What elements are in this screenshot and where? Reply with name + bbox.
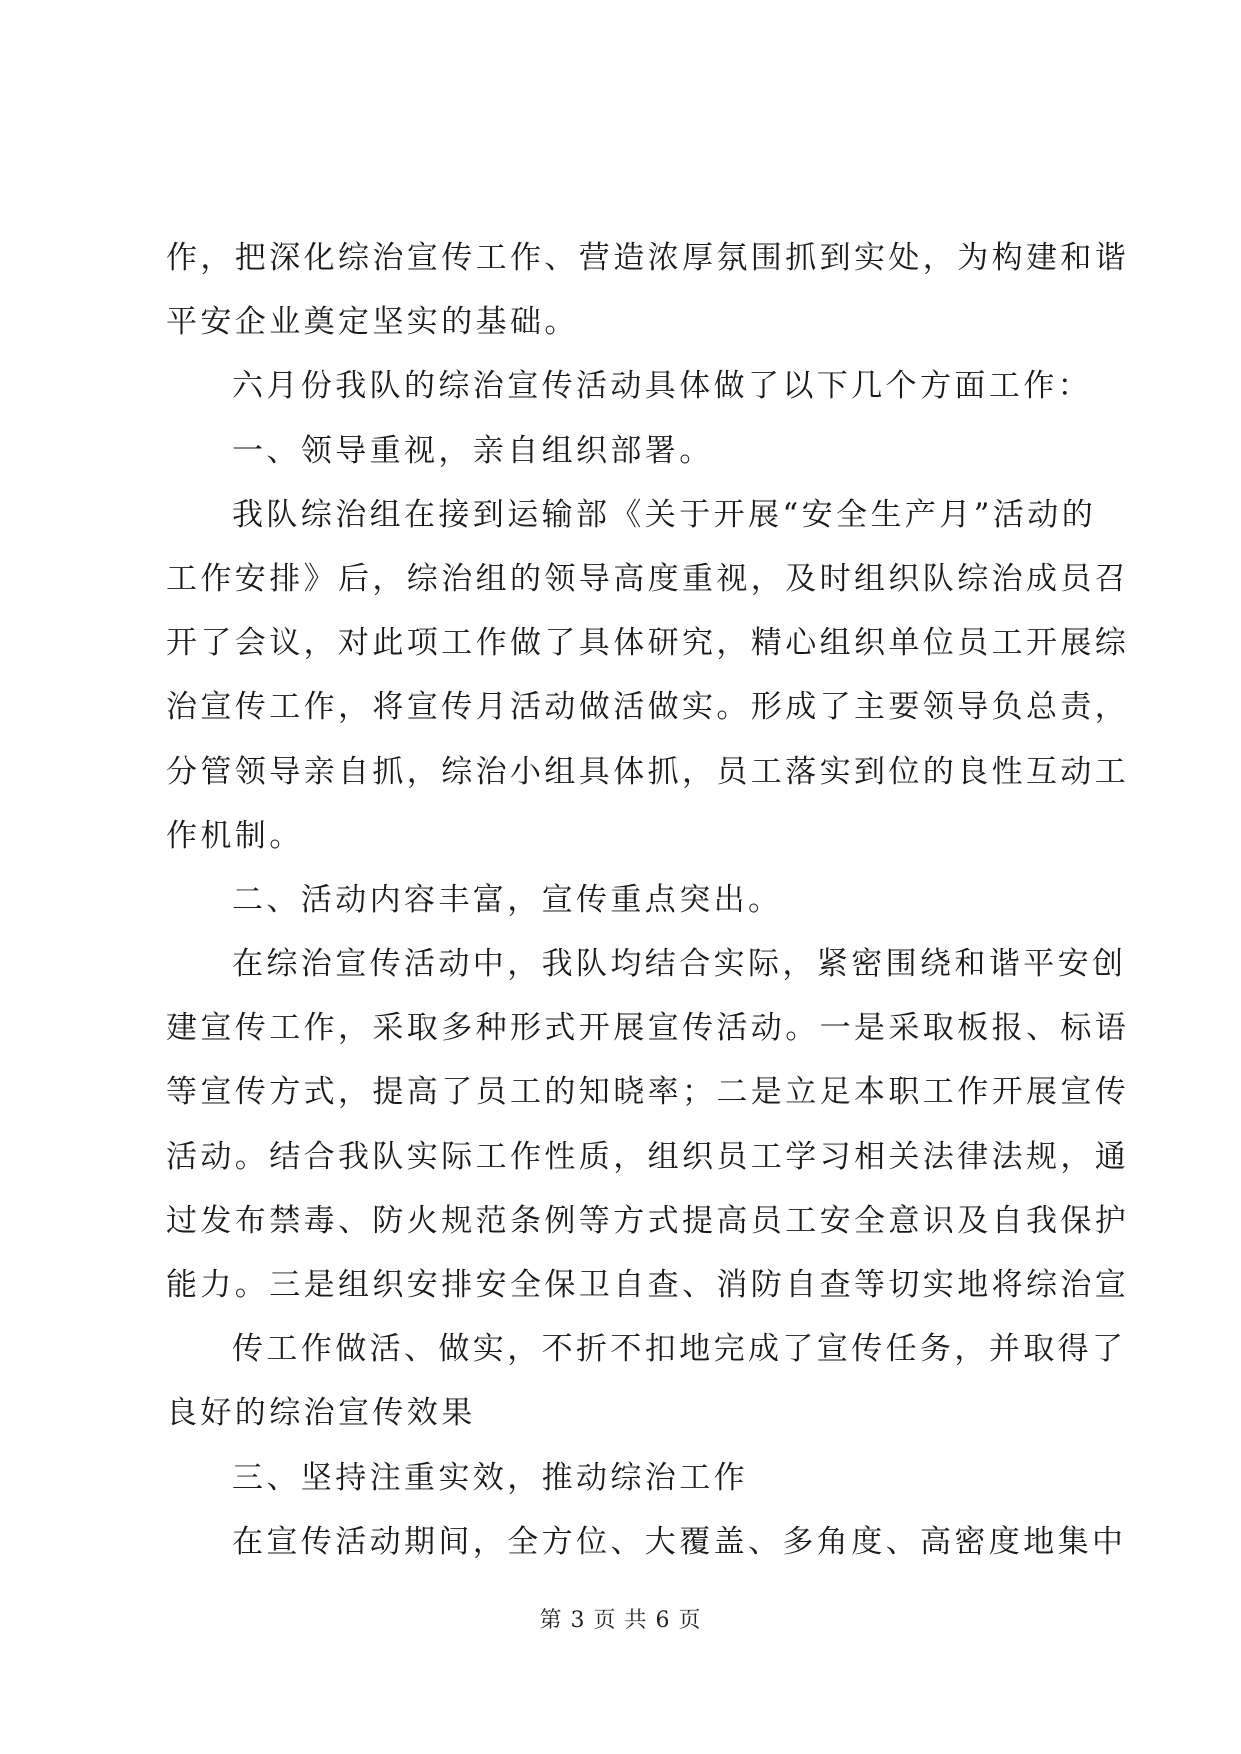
section-heading: 一、领导重视，亲自组织部署。 (232, 432, 714, 469)
text-line: 传工作做活、做实，不折不扣地完成了宣传任务，并取得了 (232, 1331, 1127, 1368)
text-line: 作，把深化综治宣传工作、营造浓厚氛围抓到实处，为构建和谐 (166, 240, 1130, 276)
text-line: 等宣传方式，提高了员工的知晓率；二是立足本职工作开展宣传 (166, 1074, 1130, 1111)
text-line: 平安企业奠定坚实的基础。 (166, 304, 579, 341)
document-body (166, 226, 1130, 1574)
text-line: 我队综治组在接到运输部《关于开展“安全生产月”活动的 (232, 496, 1097, 533)
page-number-footer: 第 3 页 共 6 页 (539, 1608, 702, 1633)
text-line: 作机制。 (166, 817, 304, 854)
text-line: 在综治宣传活动中，我队均结合实际，紧密围绕和谐平安创 (232, 946, 1127, 983)
text-line: 治宣传工作，将宣传月活动做活做实。形成了主要领导负总责， (166, 689, 1130, 726)
text-line: 分管领导亲自抓，综治小组具体抓，员工落实到位的良性互动工 (166, 753, 1130, 790)
text-line: 过发布禁毒、防火规范条例等方式提高员工安全意识及自我保护 (166, 1202, 1130, 1239)
text-line: 建宣传工作，采取多种形式开展宣传活动。一是采取板报、标语 (166, 1010, 1130, 1047)
section-heading: 三、坚持注重实效，推动综治工作 (232, 1459, 748, 1496)
text-line: 活动。结合我队实际工作性质，组织员工学习相关法律法规，通 (166, 1138, 1130, 1175)
section-heading: 二、活动内容丰富，宣传重点突出。 (232, 881, 783, 918)
text-line: 在宣传活动期间，全方位、大覆盖、多角度、高密度地集中 (232, 1523, 1127, 1560)
text-line: 能力。三是组织安排安全保卫自查、消防自查等切实地将综治宣 (166, 1267, 1130, 1303)
text-line: 工作安排》后，综治组的领导高度重视，及时组织队综治成员召 (166, 560, 1130, 597)
text-line: 六月份我队的综治宣传活动具体做了以下几个方面工作： (232, 368, 1092, 405)
text-line: 良好的综治宣传效果 (166, 1395, 476, 1432)
text-line: 开了会议，对此项工作做了具体研究，精心组织单位员工开展综 (166, 625, 1130, 662)
